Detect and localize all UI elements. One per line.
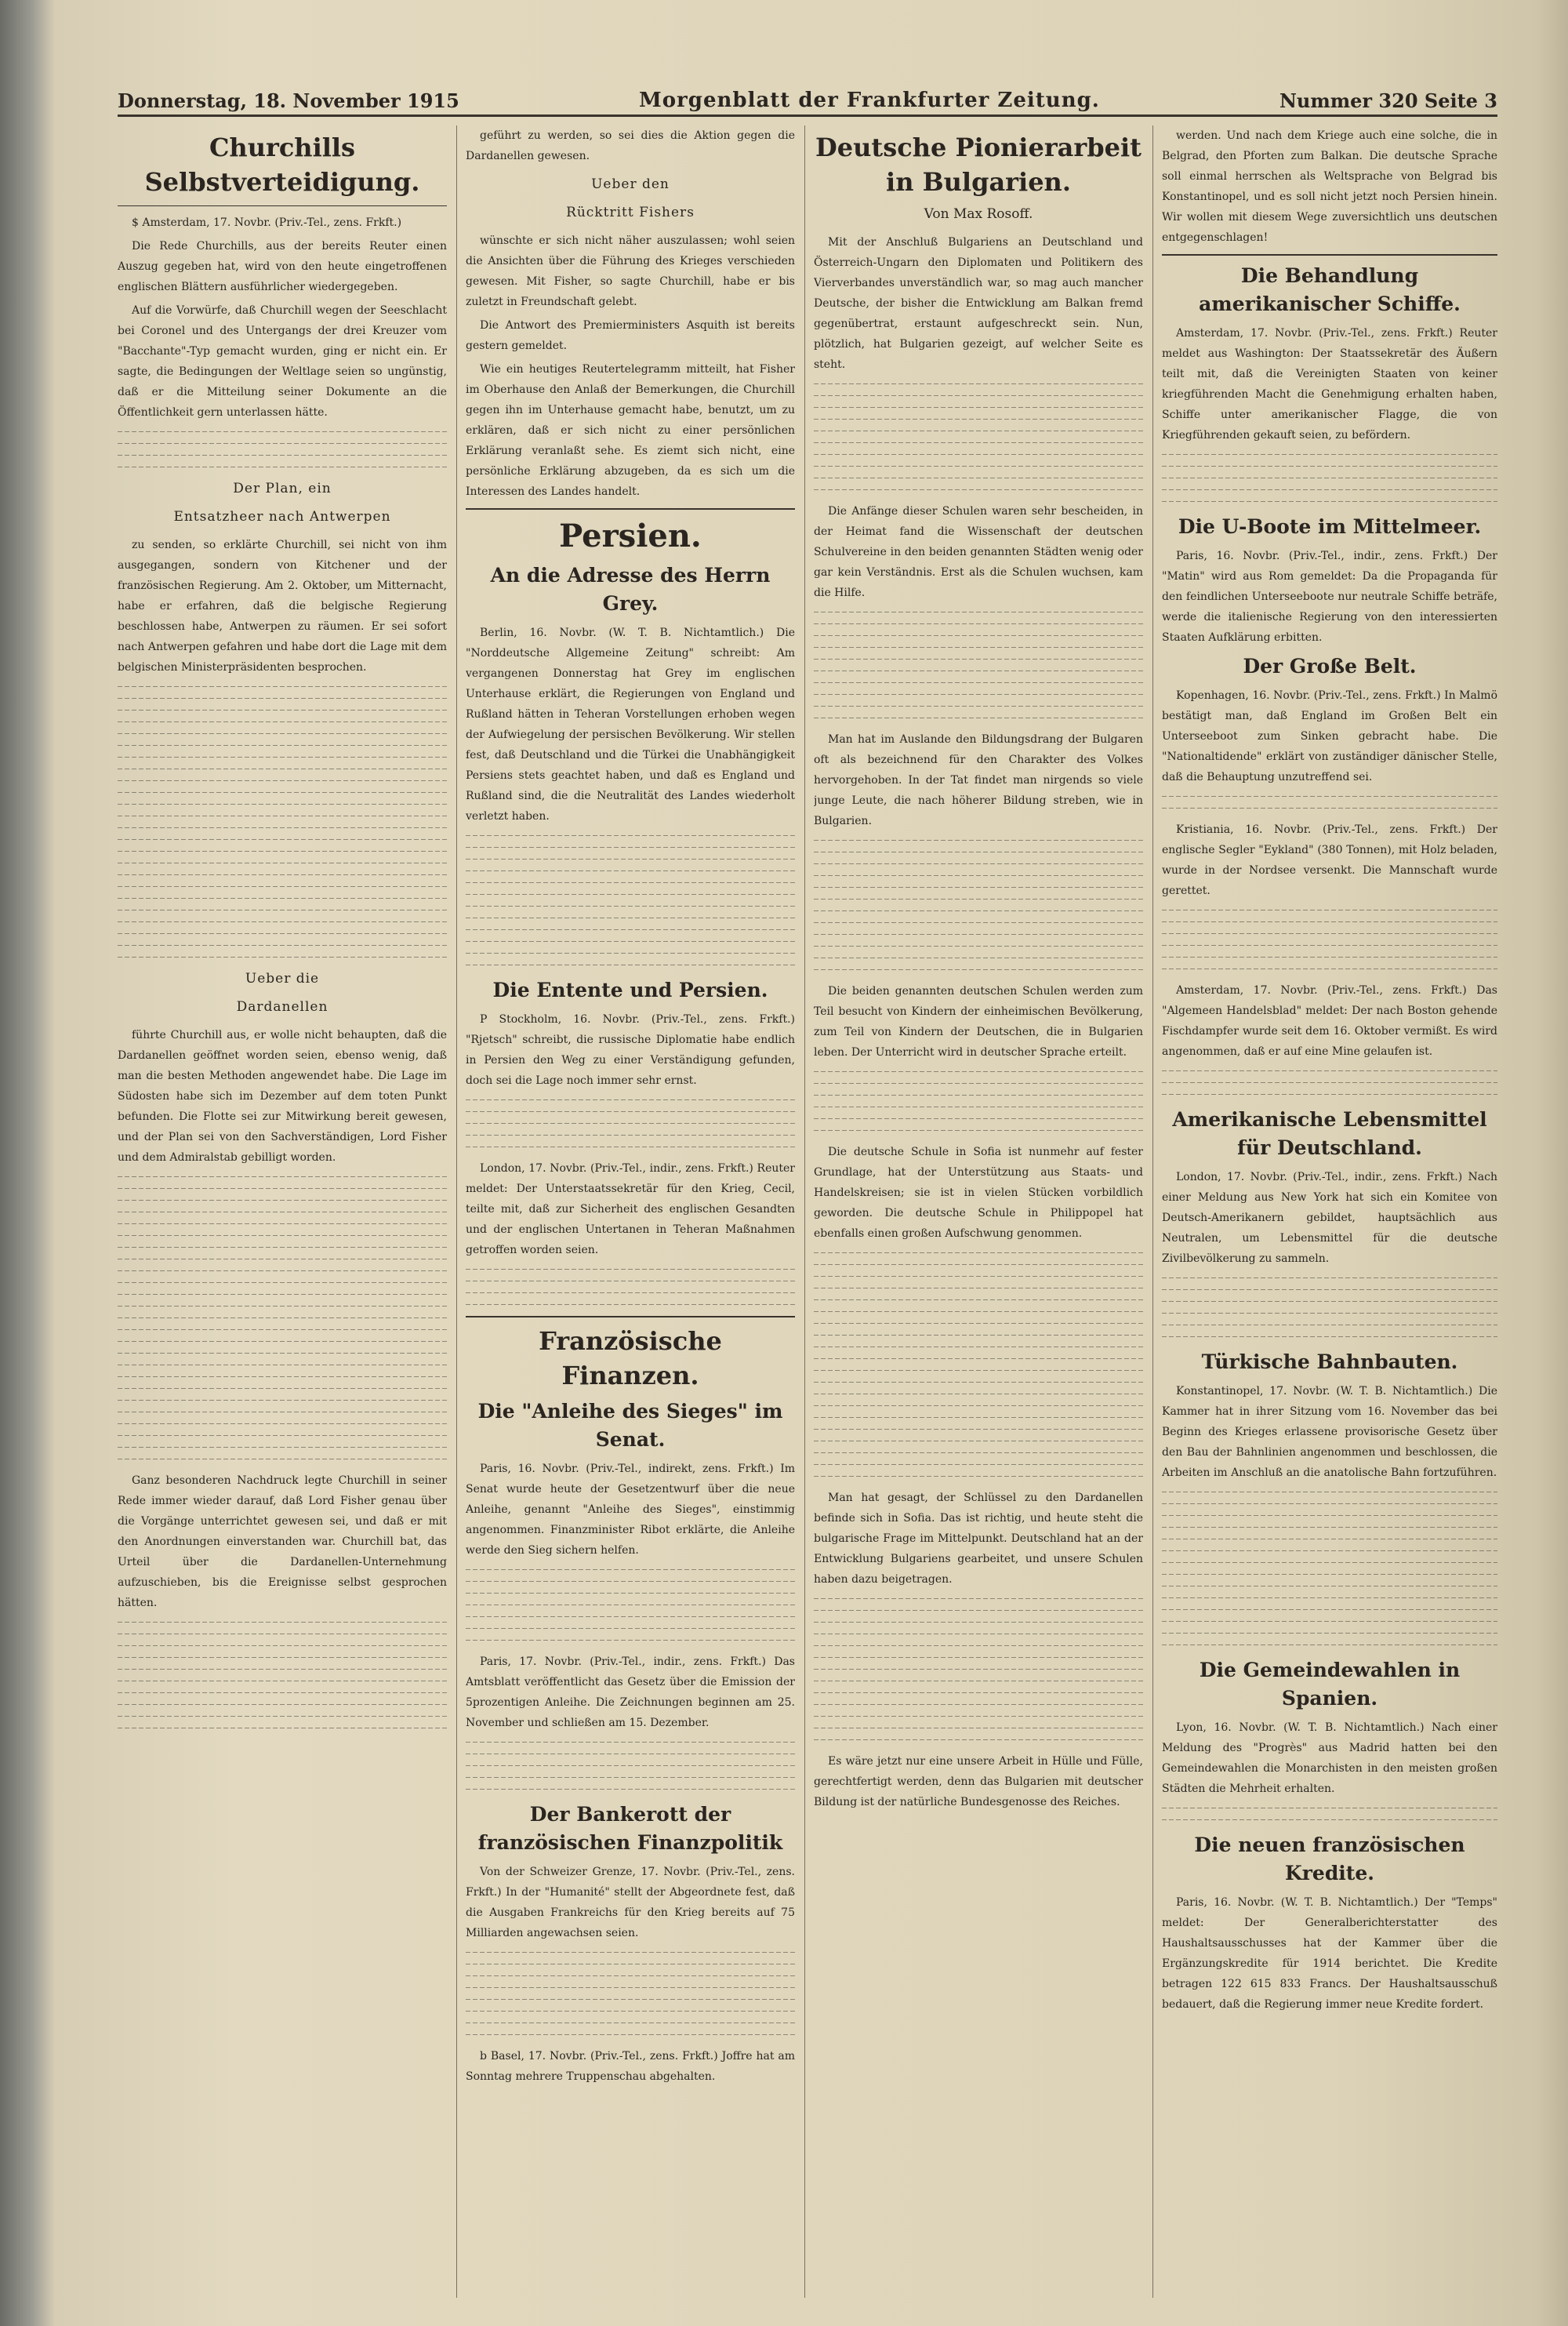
- column-4: [1162, 125, 1497, 2298]
- headline-kredite: Die neuen französischen Kredite.: [1194, 1834, 1465, 1884]
- subheading: Ueber den: [591, 176, 670, 192]
- headline-churchill: Churchills Selbstverteidigung.: [144, 133, 420, 197]
- article-paragraph: Mit der Anschluß Bulgariens an Deutschland und Österreich-Ungarn den Diplomaten und Politikern des Vierverbandes unverständlich war, so mag auch mancher Deutsche, der bisher die Entwicklung am Balkan fremd gegenübertrat, erstaunt aufgeschreckt sein. Nun, plötzlich, hat Bulgarien gezeigt, auf welcher Seite es steht.: [814, 236, 1143, 371]
- subheadline: An die Adresse des Herrn Grey.: [490, 564, 771, 615]
- subheading: Entsatzheer nach Antwerpen: [173, 509, 391, 525]
- subheadline: Die Entente und Persien.: [492, 979, 768, 1001]
- article-paragraph: Paris, 16. Novbr. (W. T. B. Nichtamtlich.) Der "Temps" meldet: Der Generalberichterstatter des Haushaltsausschusses hat der Kammer über die Ergänzungskredite für 1914 berichtet. Die Kredite betragen 122 615 833 Francs. Der Haushaltsausschuß bedauert, daß die Regierung immer neue Kredite fordert.: [1162, 1896, 1497, 2011]
- article-paragraph: Paris, 17. Novbr. (Priv.-Tel., indir., zens. Frkft.) Das Amtsblatt veröffentlicht das Gesetz über die Emission der 5prozentigen Anleihe. Die Zeichnungen beginnen am 25. November und schließen am 15. Dezember.: [466, 1655, 795, 1729]
- subheading: Dardanellen: [236, 999, 328, 1015]
- article-paragraph: Amsterdam, 17. Novbr. (Priv.-Tel., zens. Frkft.) Reuter meldet aus Washington: Der Staatssekretär des Äußern teilt mit, daß die Vereinigten Staaten von keiner kriegführenden Macht die Genehmigung erhalten haben, Schiffe unter amerikanischer Flagge, die von Kriegführenden gekauft seien, zu befördern.: [1162, 327, 1497, 442]
- issue-number: Nummer 320 Seite 3: [1279, 89, 1497, 112]
- article-paragraph: Die Antwort des Premierministers Asquith ist bereits gestern gemeldet.: [466, 319, 795, 352]
- article-paragraph: Lyon, 16. Novbr. (W. T. B. Nichtamtlich.) Nach einer Meldung des "Progrès" aus Madrid hatten bei den Gemeindewahlen die Monarchisten in den meisten großen Städten die Mehrheit erhalten.: [1162, 1721, 1497, 1795]
- article-paragraph: Kopenhagen, 16. Novbr. (Priv.-Tel., zens. Frkft.) In Malmö bestätigt man, daß England im Großen Belt ein Unterseeboot zum Sinken gebracht habe. Die "Nationaltidende" erklärt von zuständiger dänischer Stelle, daß die Behauptung unzutreffend sei.: [1162, 689, 1497, 783]
- article-paragraph: Berlin, 16. Novbr. (W. T. B. Nichtamtlich.) Die "Norddeutsche Allgemeine Zeitung" schreibt: Am vergangenen Donnerstag hat Grey im englischen Unterhause erklärt, die Regierungen von England und Rußland hätten in Teheran Vorstellungen erhoben wegen der Aufwiegelung der persischen Bevölkerung. Wir stellen fest, daß Deutschland und die Türkei die Unabhängigkeit Persiens stets geachtet haben, und daß es England und Rußland sind, die die Neutralität des Landes wiederholt verletzt haben.: [466, 627, 795, 823]
- divider: [466, 508, 795, 510]
- divider: [466, 1316, 795, 1317]
- article-paragraph: Die Rede Churchills, aus der bereits Reuter einen Auszug gegeben hat, wird von den heute eingetroffenen englischen Blättern ausführlicher wiedergegeben.: [118, 240, 447, 293]
- article-paragraph: geführt zu werden, so sei dies die Aktion gegen die Dardanellen gewesen.: [466, 129, 795, 162]
- article-paragraph: Ganz besonderen Nachdruck legte Churchill in seiner Rede immer wieder darauf, daß Lord Fisher genau über die Vorgänge unterrichtet gewesen sei, und daß er mit den Anordnungen einverstanden war. Churchill bat, das Urteil über die Dardanellen-Unternehmung aufzuschieben, bis die Ereignisse selbst gesprochen hätten.: [118, 1474, 447, 1609]
- column-rule: [1152, 125, 1153, 2298]
- article-paragraph: werden. Und nach dem Kriege auch eine solche, die in Belgrad, den Pforten zum Balkan. Die deutsche Sprache soll einmal herrschen als Weltsprache von Belgrad bis Konstantinopel, und es soll nicht jetzt noch Persien hinein. Wir wollen mit diesem Wege zuversichtlich uns deutschen entgegenschlagen!: [1162, 129, 1497, 244]
- article-paragraph: Amsterdam, 17. Novbr. (Priv.-Tel., zens. Frkft.) Das "Algemeen Handelsblad" meldet: Der nach Boston gehende Fischdampfer wurde seit dem 16. Oktober vermißt. Es wird angenommen, daß er auf eine Mine gelaufen ist.: [1162, 984, 1497, 1058]
- headline-spanien: Die Gemeindewahlen in Spanien.: [1199, 1659, 1461, 1710]
- headline-uboote: Die U-Boote im Mittelmeer.: [1178, 515, 1482, 538]
- headline-bahnbauten: Türkische Bahnbauten.: [1201, 1350, 1458, 1373]
- article-paragraph: London, 17. Novbr. (Priv.-Tel., indir., zens. Frkft.) Reuter meldet: Der Unterstaatssekretär für den Krieg, Cecil, teilte mit, daß zur Sicherheit des englischen Gesandten und der englischen Untertanen in Teheran Maßnahmen getroffen worden seien.: [466, 1162, 795, 1256]
- column-3: [814, 125, 1143, 2298]
- article-paragraph: Kristiania, 16. Novbr. (Priv.-Tel., zens. Frkft.) Der englische Segler "Eykland" (380 Tonnen), mit Holz beladen, wurde in der Nordsee versenkt. Die Mannschaft wurde gerettet.: [1162, 823, 1497, 897]
- article-paragraph: Auf die Vorwürfe, daß Churchill wegen der Seeschlacht bei Coronel und des Untergangs der drei Kreuzer vom "Bacchante"-Typ gemacht wurden, ging er nicht ein. Er sagte, die Bedingungen der Weltlage seien so ungünstig, daß er die Mitteilung seiner Dokumente an die Öffentlichkeit gern unterlassen hätte.: [118, 304, 447, 419]
- column-rule: [456, 125, 457, 2298]
- article-paragraph: Die Anfänge dieser Schulen waren sehr bescheiden, in der Heimat fand die Wissenschaft der deutschen Schulvereine in den beiden genannten Städten wenig oder gar kein Verständnis. Erst als die Schulen wuchsen, kam die Hilfe.: [814, 505, 1143, 599]
- headline-lebensmittel: Amerikanische Lebensmittel für Deutschland.: [1172, 1108, 1487, 1159]
- byline: Von Max Rosoff.: [924, 206, 1033, 222]
- article-paragraph: Es wäre jetzt nur eine unsere Arbeit in Hülle und Fülle, gerechtfertigt werden, denn das Bulgarien mit deutscher Bildung ist der natürliche Bundesgenosse des Reiches.: [814, 1755, 1143, 1808]
- article-paragraph: Wie ein heutiges Reutertelegramm mitteilt, hat Fisher im Oberhause den Anlaß der Bemerkungen, die Churchill gegen ihn im Unterhause gemacht habe, benutzt, um zu erklären, daß er sich nicht zu einer persönlichen Erklärung veranlaßt sehe. Es ziemt sich nicht, eine persönliche Erklärung abzugeben, da es sich um die Interessen des Landes handelt.: [466, 363, 795, 498]
- article-paragraph: zu senden, so erklärte Churchill, sei nicht von ihm ausgegangen, sondern von Kitchener und der französischen Regierung. Am 2. Oktober, um Mitternacht, habe er erfahren, daß die belgische Regierung beschlossen habe, Antwerpen zu räumen. Er sei sofort nach Antwerpen gefahren und habe dort die Lage mit dem belgischen Ministerpräsidenten besprochen.: [118, 539, 447, 674]
- article-paragraph: Von der Schweizer Grenze, 17. Novbr. (Priv.-Tel., zens. Frkft.) In der "Humanité" stellt der Abgeordnete fest, daß die Ausgaben Frankreichs für den Krieg bereits auf 75 Milliarden angewachsen seien.: [466, 1866, 795, 1939]
- issue-date: Donnerstag, 18. November 1915: [118, 89, 459, 112]
- headline-persien: Persien.: [559, 518, 702, 554]
- column-rule: [804, 125, 805, 2298]
- subheading: Ueber die: [245, 971, 320, 987]
- headline-finanzen: Französische Finanzen.: [539, 1326, 722, 1390]
- headline-schiffe: Die Behandlung amerikanischer Schiffe.: [1199, 264, 1461, 315]
- subheading: Der Plan, ein: [233, 481, 332, 496]
- divider: [1162, 254, 1497, 256]
- masthead: [118, 86, 1497, 117]
- divider: [118, 205, 447, 206]
- article-paragraph: Konstantinopel, 17. Novbr. (W. T. B. Nichtamtlich.) Die Kammer hat in ihrer Sitzung vom 16. November das bei Beginn des Krieges erlassene provisorische Gesetz über den Bau der Bahnlinien angenommen und beschlossen, die Arbeiten im Anschluß an die anatolische Bahn fortzuführen.: [1162, 1385, 1497, 1479]
- column-1: [118, 125, 447, 2298]
- subheading: Rücktritt Fishers: [566, 205, 695, 220]
- article-paragraph: Man hat gesagt, der Schlüssel zu den Dardanellen befinde sich in Sofia. Das ist richtig, und heute steht die bulgarische Frage im Mittelpunkt. Deutschland hat an der Entwicklung Bulgariens gearbeitet, und unsere Schulen haben dazu beigetragen.: [814, 1492, 1143, 1586]
- subheadline: Die "Anleihe des Sieges" im Senat.: [477, 1400, 783, 1451]
- article-paragraph: Die beiden genannten deutschen Schulen werden zum Teil besucht von Kindern der einheimischen Bevölkerung, zum Teil von Kindern der Deutschen, die in Bulgarien leben. Der Unterricht wird in deutscher Sprache erteilt.: [814, 985, 1143, 1059]
- article-paragraph: Die deutsche Schule in Sofia ist nunmehr auf fester Grundlage, hat der Unterstützung aus Staats- und Handelskreisen; sie ist in vielen Stücken vorbildlich geworden. Die deutsche Schule in Philippopel hat ebenfalls einen großen Aufschwung genommen.: [814, 1146, 1143, 1240]
- article-paragraph: London, 17. Novbr. (Priv.-Tel., indir., zens. Frkft.) Nach einer Meldung aus New York hat sich ein Komitee von Deutsch-Amerikanern gebildet, hauptsächlich aus Neutralen, um Lebensmittel für die deutsche Zivilbevölkerung zu sammeln.: [1162, 1171, 1497, 1265]
- headline-bulgarien: Deutsche Pionierarbeit in Bulgarien.: [815, 133, 1142, 197]
- paper-title: Morgenblatt der Frankfurter Zeitung.: [638, 89, 1100, 112]
- column-2: [466, 125, 795, 2298]
- article-paragraph: Man hat im Auslande den Bildungsdrang der Bulgaren oft als bezeichnend für den Charakter des Volkes hervorgehoben. In der Tat findet man nirgends so viele junge Leute, die nach höherer Bildung streben, wie in Bulgarien.: [814, 733, 1143, 827]
- article-paragraph: Paris, 16. Novbr. (Priv.-Tel., indirekt, zens. Frkft.) Im Senat wurde heute der Gesetzentwurf über die neue Anleihe, genannt "Anleihe des Sieges", einstimmig angenommen. Finanzminister Ribot erklärte, die Anleihe werde den Sieg sichern helfen.: [466, 1463, 795, 1557]
- article-paragraph: führte Churchill aus, er wolle nicht behaupten, daß die Dardanellen geöffnet worden seien, ebenso wenig, daß man die besten Methoden angewendet habe. Die Lage im Südosten habe sich im Dezember auf dem toten Punkt befunden. Die Flotte sei zur Mitwirkung bereit gewesen, und der Plan sei von den Sachverständigen, Lord Fisher und dem Admiralstab gebilligt worden.: [118, 1029, 447, 1164]
- article-paragraph: P Stockholm, 16. Novbr. (Priv.-Tel., zens. Frkft.) "Rjetsch" schreibt, die russische Diplomatie habe endlich in Persien den Weg zu einer Verständigung gefunden, doch sei die Lage noch immer sehr ernst.: [466, 1013, 795, 1087]
- article-paragraph: wünschte er sich nicht näher auszulassen; wohl seien die Ansichten über die Führung des Krieges verschieden gewesen. Mit Fisher, so sagte Churchill, habe er bis zuletzt in Freundschaft gelebt.: [466, 234, 795, 308]
- headline-belt: Der Große Belt.: [1243, 655, 1417, 678]
- subheadline: Der Bankerott der französischen Finanzpolitik: [477, 1803, 783, 1854]
- article-paragraph: b Basel, 17. Novbr. (Priv.-Tel., zens. Frkft.) Joffre hat am Sonntag mehrere Truppenschau abgehalten.: [466, 2050, 795, 2083]
- article-paragraph: Paris, 16. Novbr. (Priv.-Tel., indir., zens. Frkft.) Der "Matin" wird aus Rom gemeldet: Da die Propaganda für den feindlichen Unterseeboote nur neutrale Schiffe beträfe, werde die italienische Regierung von den interessierten Staaten Aufklärung erbitten.: [1162, 550, 1497, 644]
- dateline: $ Amsterdam, 17. Novbr. (Priv.-Tel., zens. Frkft.): [132, 216, 402, 229]
